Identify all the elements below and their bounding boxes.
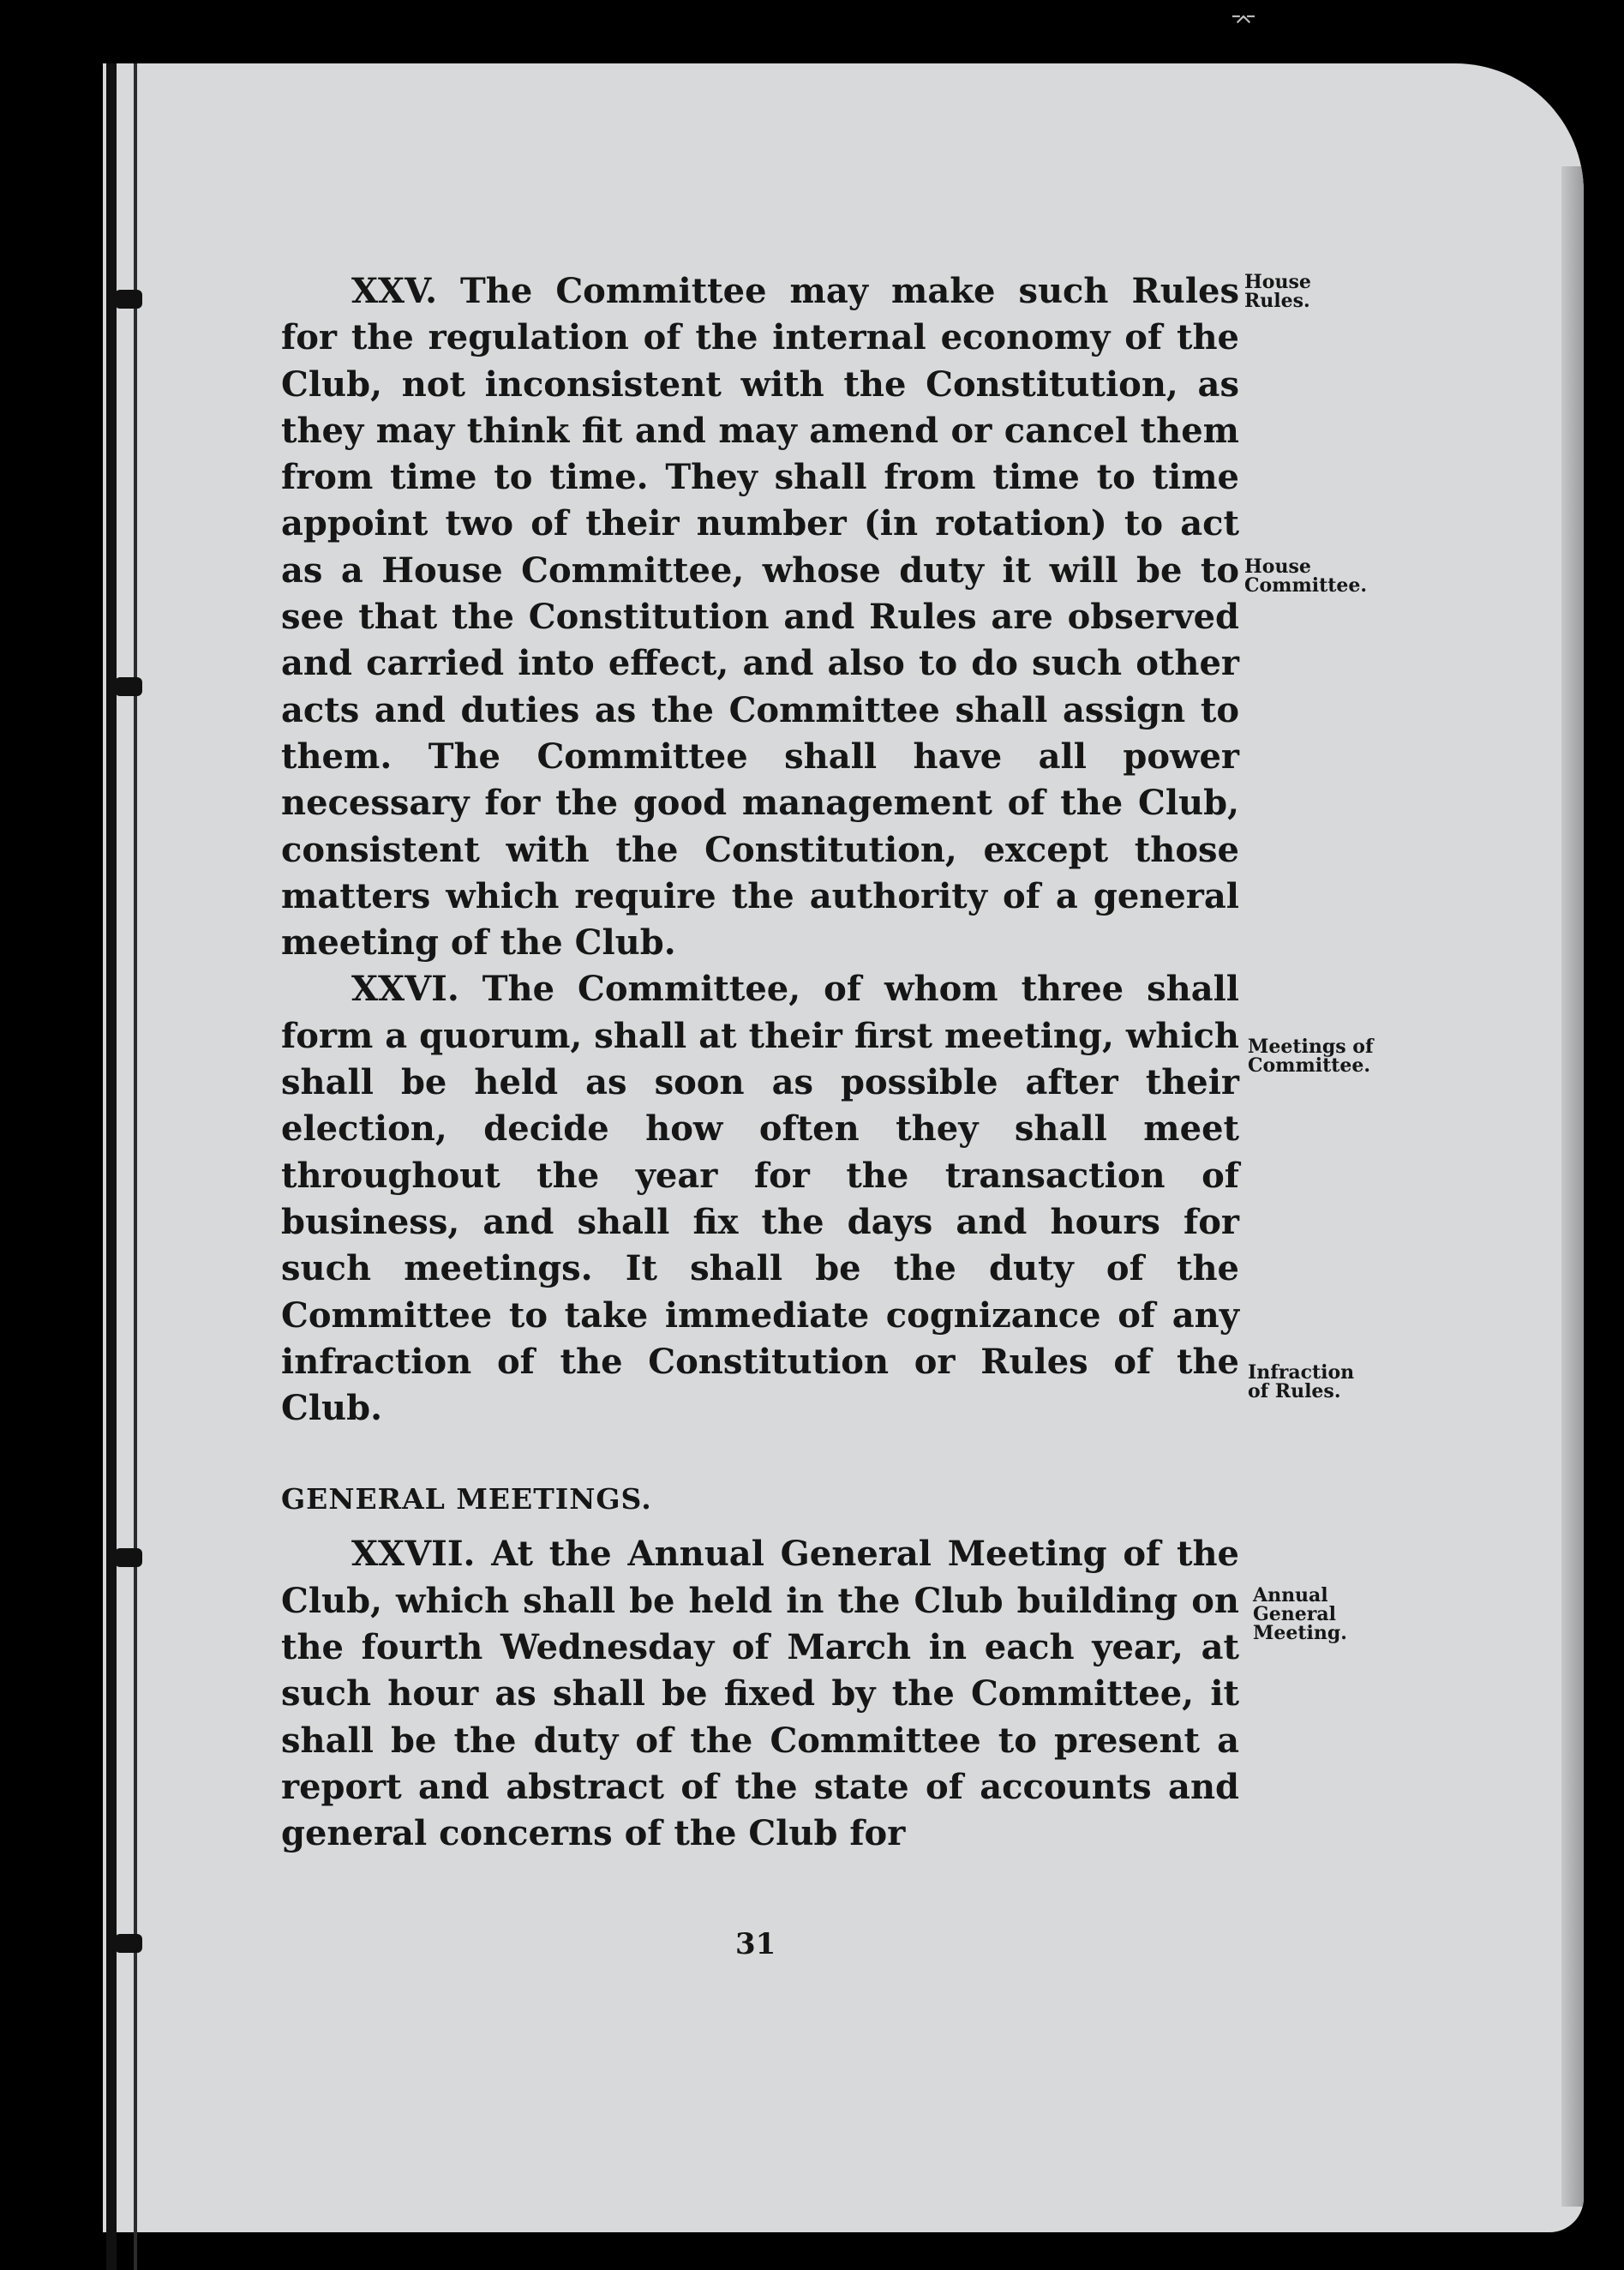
sidenote-infraction-of-rules: Infraction of Rules. [1248,1361,1355,1402]
scan-top-mark: ⌤ [1231,9,1256,34]
sidenote-annual-general-meeting: Annual General Meeting. [1253,1584,1347,1644]
page-edge-shadow [1561,166,1584,2207]
page-number: 31 [735,1927,776,1961]
sidenote-meetings-of-committee: Meetings of Committee. [1248,1036,1374,1077]
body-text [281,268,1239,1858]
article-27: XXVII. At the Annual General Meeting of the Club, which shall be held in the Club building on the fourth Wednesday of March in each year, at such hour as shall be fixed by the Committee, it shall be the duty of the Committee to present a report and abstract of the state of accounts and general concerns of the Club for [281,1534,1239,1854]
article-26: XXVI. The Committee, of whom three shall form a quorum, shall at their first meeting, which shall be held as soon as possible after their election, decide how often they shall meet throughout the year for the transaction of business, and shall fix the days and hours for such meetings. It shall be the duty of the Committee to take immediate cognizance of any infraction of the Constitution or Rules of the Club. [281,969,1239,1429]
binding-stitch [115,290,142,309]
sidenote-house-committee: House Committee. [1244,555,1368,597]
binding-stitch [115,1548,142,1567]
article-25: XXV. The Committee may make such Rules for the regulation of the internal economy of the Club, not inconsistent with the Constitution, as they may think fit and may amend or cancel them from time to time. They shall from time to time appoint two of their number (in rotation) to act as a House Committee, whose duty it will be to see that the Constitution and Rules are observed and carried into effect, and also to do such other acts and duties as the Committee shall assign to them. The Committee shall have all power necessary for the good management of the Club, consistent with the Constitution, except those matters which require the authority of a general meeting of the Club. [281,271,1239,964]
binding-stitch [115,677,142,696]
binding-stitch [115,1934,142,1953]
section-heading-general-meetings: GENERAL MEETINGS. [281,1482,652,1516]
sidenote-house-rules: House Rules. [1244,271,1311,312]
